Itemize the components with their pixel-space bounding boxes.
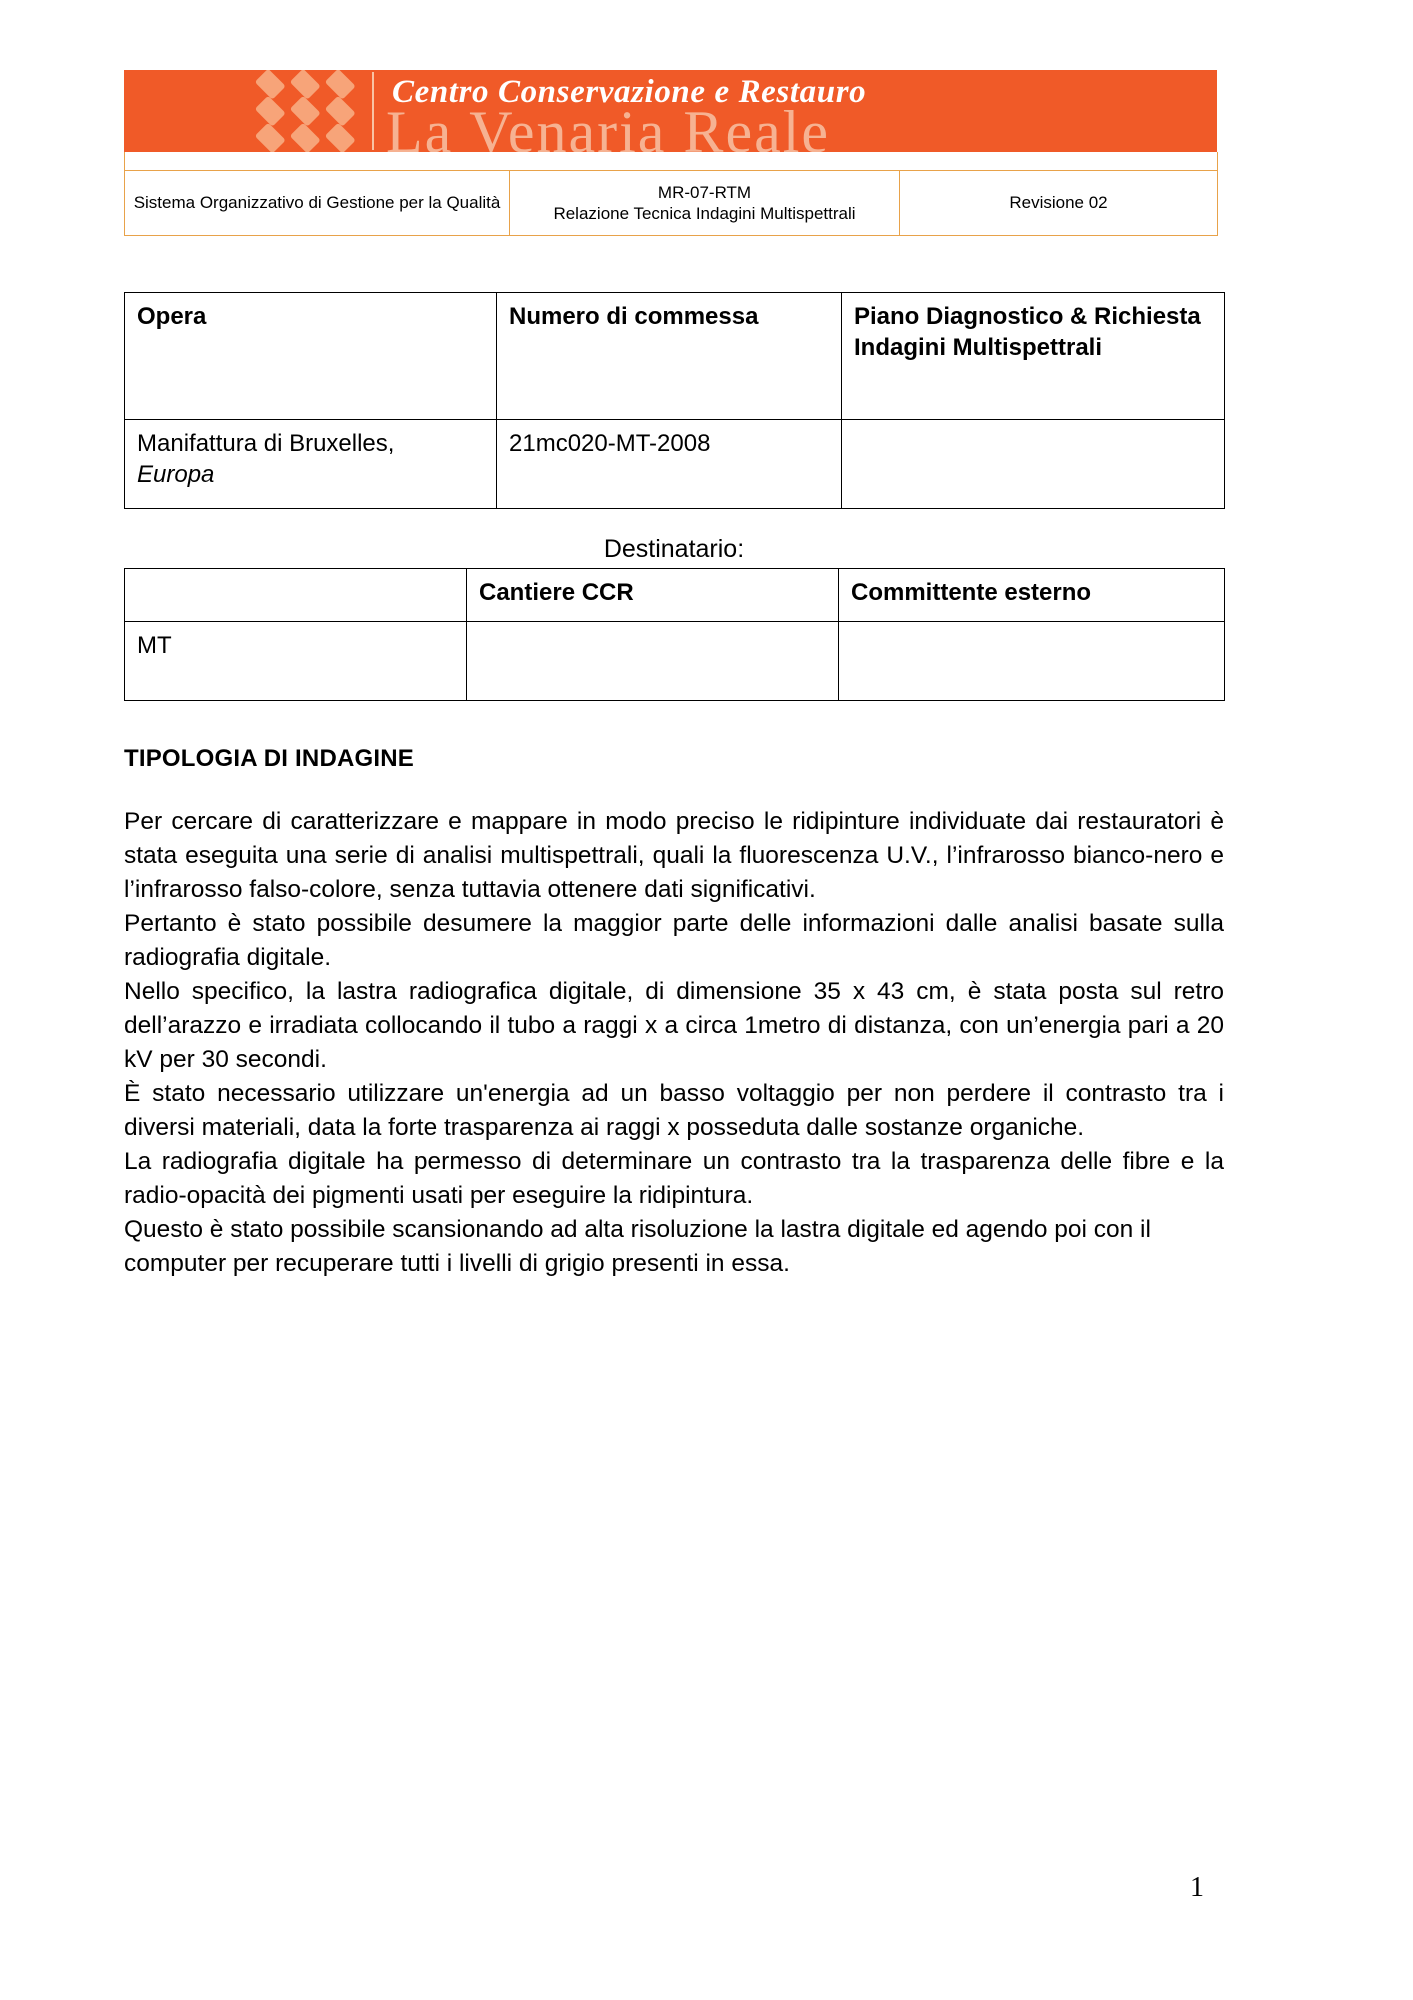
destinatario-blank-header-cell bbox=[125, 569, 467, 622]
opera-name: Manifattura di Bruxelles, bbox=[137, 430, 395, 457]
logo-wordmark bbox=[386, 70, 1152, 152]
document-title: Relazione Tecnica Indagini Multispettrali bbox=[553, 204, 856, 223]
opera-table bbox=[124, 292, 1225, 509]
venaria-logo-band bbox=[124, 70, 1217, 152]
opera-header-cell: Opera bbox=[125, 293, 497, 420]
destinatario-sigla-cell: MT bbox=[125, 622, 467, 701]
piano-diagnostico-header-cell: Piano Diagnostico & Richiesta Indagini Multispettrali bbox=[842, 293, 1225, 420]
cantiere-ccr-header-cell: Cantiere CCR bbox=[467, 569, 839, 622]
piano-diagnostico-value-cell bbox=[842, 420, 1225, 509]
document-header bbox=[124, 70, 1217, 236]
paragraph: Pertanto è stato possibile desumere la maggior parte delle informazioni dalle analisi basate sulla radiografia digitale. bbox=[124, 910, 1224, 971]
opera-table-header-row bbox=[125, 293, 1225, 420]
document-body bbox=[124, 292, 1224, 1281]
paragraph: Per cercare di caratterizzare e mappare in modo preciso le ridipinture individuate dai restauratori è stata eseguita una serie di analisi multispettrali, quali la fluorescenza U.V., l’infrarosso bianco-nero e l’infrarosso falso-colore, senza tuttavia ottenere dati significativi. bbox=[124, 808, 1224, 903]
opera-subject: Europa bbox=[137, 461, 215, 489]
section-body bbox=[124, 805, 1224, 1281]
page-number: 1 bbox=[1190, 1872, 1204, 1903]
paragraph: La radiografia digitale ha permesso di determinare un contrasto tra la trasparenza delle fibre e la radio-opacità dei pigmenti usati per eseguire la ridipintura. bbox=[124, 1148, 1224, 1209]
paragraph: Nello specifico, la lastra radiografica digitale, di dimensione 35 x 43 cm, è stata posta sul retro dell’arazzo e irradiata collocando il tubo a raggi x a circa 1metro di distanza, con un’energia pari a 20 kV per 30 secondi. bbox=[124, 978, 1224, 1073]
document-header-table bbox=[124, 152, 1218, 236]
numero-commessa-value-cell: 21mc020-MT-2008 bbox=[497, 420, 842, 509]
destinatario-table bbox=[124, 568, 1225, 701]
document-code: MR-07-RTM bbox=[657, 182, 752, 202]
header-spacer-cell bbox=[125, 152, 1218, 171]
header-table-spacer-row bbox=[125, 152, 1218, 171]
logo-divider bbox=[372, 72, 374, 150]
diamond-pattern-icon bbox=[252, 70, 357, 152]
destinatario-header-row bbox=[125, 569, 1225, 622]
committente-esterno-header-cell: Committente esterno bbox=[839, 569, 1225, 622]
logo-subtitle: Centro Conservazione e Restauro bbox=[392, 74, 867, 110]
destinatario-row bbox=[125, 622, 1225, 701]
header-table-row bbox=[125, 171, 1218, 236]
opera-value-cell bbox=[125, 420, 497, 509]
paragraph: È stato necessario utilizzare un'energia ad un basso voltaggio per non perdere il contrasto tra i diversi materiali, data la forte trasparenza ai raggi x posseduta dalle sostanze organiche. bbox=[124, 1080, 1224, 1141]
logo-title: La Venaria Reale bbox=[386, 99, 831, 152]
cantiere-ccr-value-cell bbox=[467, 622, 839, 701]
committente-esterno-value-cell bbox=[839, 622, 1225, 701]
destinatario-label: Destinatario: bbox=[603, 535, 745, 563]
section-title: TIPOLOGIA DI INDAGINE bbox=[124, 745, 414, 772]
paragraph: Questo è stato possibile scansionando ad alta risoluzione la lastra digitale ed agendo poi con il computer per recuperare tutti i livelli di grigio presenti in essa. bbox=[124, 1216, 1151, 1277]
numero-commessa-header-cell: Numero di commessa bbox=[497, 293, 842, 420]
document-code-cell bbox=[510, 171, 900, 236]
revision-cell: Revisione 02 bbox=[900, 171, 1218, 236]
quality-system-cell: Sistema Organizzativo di Gestione per la Qualità bbox=[125, 171, 510, 236]
opera-table-row bbox=[125, 420, 1225, 509]
